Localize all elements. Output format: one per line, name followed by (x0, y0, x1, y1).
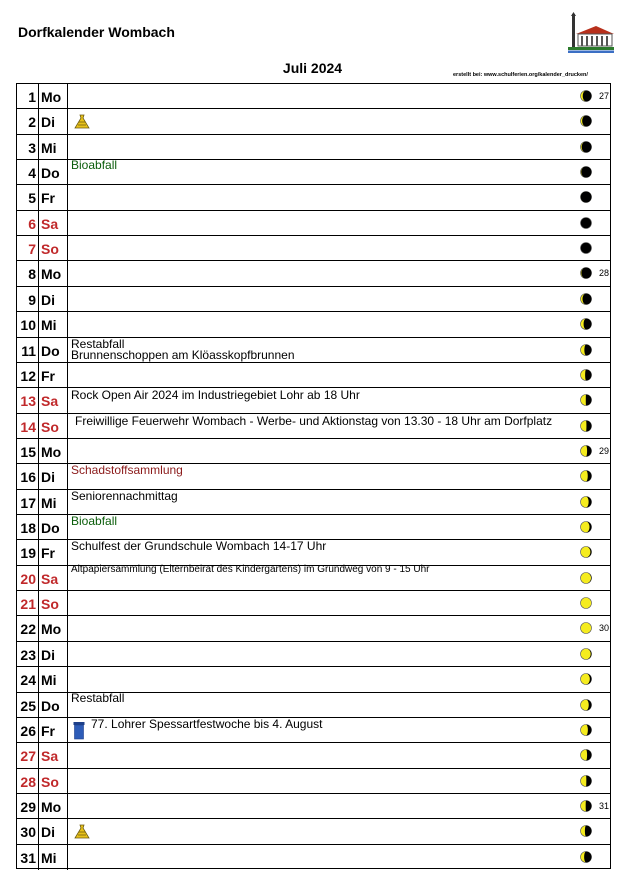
day-number: 6 (28, 215, 36, 232)
moon-phase-icon (580, 622, 592, 634)
calendar-row (17, 819, 610, 844)
date-cell (17, 236, 39, 260)
date-cell (17, 566, 39, 590)
date-cell (17, 794, 39, 818)
moon-phase-icon (580, 318, 592, 330)
yellow-bag-icon (73, 113, 91, 130)
calendar-row (17, 261, 610, 286)
day-number: 15 (20, 443, 36, 460)
day-number: 10 (20, 317, 36, 334)
date-cell (17, 109, 39, 133)
date-cell (17, 591, 39, 615)
date-cell (17, 160, 39, 184)
date-cell (17, 845, 39, 870)
date-cell (17, 819, 39, 843)
moon-phase-icon (580, 191, 592, 203)
moon-phase-icon (580, 775, 592, 787)
date-cell (17, 414, 39, 438)
moon-phase-icon (580, 267, 592, 279)
weekday-cell (39, 667, 68, 691)
moon-phase-icon (580, 800, 592, 812)
date-cell (17, 616, 39, 640)
weekday-cell (39, 414, 68, 438)
calendar-row (17, 312, 610, 337)
moon-phase-icon (580, 217, 592, 229)
weekday-label: Do (41, 342, 60, 359)
day-number: 13 (20, 393, 36, 410)
weekday-label: So (41, 418, 59, 435)
moon-phase-icon (580, 597, 592, 609)
calendar-event: Bioabfall (71, 514, 118, 529)
day-number: 31 (20, 849, 36, 866)
moon-phase-icon (580, 115, 592, 127)
calendar-row (17, 388, 610, 413)
calendar-row (17, 515, 610, 540)
weekday-label: Mo (41, 621, 62, 638)
moon-phase-icon (580, 546, 592, 558)
calendar-row (17, 642, 610, 667)
moon-phase-icon (580, 572, 592, 584)
weekday-label: Do (41, 165, 60, 182)
weekday-cell (39, 236, 68, 260)
weekday-label: Mi (41, 672, 57, 689)
calendar-row (17, 287, 610, 312)
day-number: 22 (20, 621, 36, 638)
weekday-cell (39, 819, 68, 843)
page-title: Dorfkalender Wombach (18, 24, 175, 40)
weekday-cell (39, 338, 68, 362)
moon-phase-icon (580, 293, 592, 305)
moon-phase-icon (580, 470, 592, 482)
day-number: 21 (20, 596, 36, 613)
weekday-cell (39, 160, 68, 184)
date-cell (17, 718, 39, 742)
moon-phase-icon (580, 851, 592, 863)
day-number: 12 (20, 367, 36, 384)
weekday-label: Sa (41, 570, 59, 587)
moon-phase-icon (580, 344, 592, 356)
moon-phase-icon (580, 242, 592, 254)
calendar-row (17, 490, 610, 515)
weekday-label: Mi (41, 139, 57, 156)
date-cell (17, 464, 39, 488)
day-number: 23 (20, 646, 36, 663)
weekday-label: Mo (41, 89, 62, 105)
day-number: 4 (28, 165, 36, 182)
moon-phase-icon (580, 724, 592, 736)
date-cell (17, 287, 39, 311)
day-number: 9 (28, 291, 36, 308)
weekday-cell (39, 515, 68, 539)
calendar-row (17, 109, 610, 134)
day-number: 3 (28, 139, 36, 156)
moon-phase-icon (580, 90, 592, 102)
weekday-cell (39, 388, 68, 412)
calendar-row (17, 690, 610, 718)
calendar-row (17, 616, 610, 641)
moon-phase-icon (580, 420, 592, 432)
calendar-row (17, 160, 610, 185)
week-number: 30 (599, 623, 610, 634)
calendar-event: Schulfest der Grundschule Wombach 14-17 Uhr (71, 539, 327, 554)
weekday-cell (39, 591, 68, 615)
calendar-row (17, 363, 610, 388)
day-number: 20 (20, 570, 36, 587)
weekday-cell (39, 490, 68, 514)
calendar-row (17, 563, 610, 591)
date-cell (17, 261, 39, 285)
moon-phase-icon (580, 369, 592, 381)
weekday-cell (39, 845, 68, 870)
calendar-event: Freiwillige Feuerwehr Wombach - Werbe- und Aktionstag von 13.30 - 18 Uhr am Dorfplatz (75, 413, 553, 428)
weekday-label: Do (41, 697, 60, 714)
weekday-cell (39, 540, 68, 564)
day-number: 7 (28, 241, 36, 258)
weekday-label: Fr (41, 367, 55, 384)
weekday-cell (39, 211, 68, 235)
calendar-event: 77. Lohrer Spessartfestwoche bis 4. August (91, 716, 323, 731)
weekday-label: Mo (41, 798, 62, 815)
calendar-row (17, 338, 610, 363)
weekday-label: Di (41, 114, 55, 131)
weekday-label: Do (41, 520, 60, 537)
calendar-event: Rock Open Air 2024 im Industriegebiet Lohr ab 18 Uhr (71, 388, 360, 403)
calendar-row (17, 794, 610, 819)
calendar-event: Restabfall (71, 336, 125, 351)
day-number: 28 (20, 773, 36, 790)
day-number: 29 (20, 798, 36, 815)
calendar-row (17, 84, 610, 109)
moon-phase-icon (580, 825, 592, 837)
day-number: 24 (20, 672, 36, 689)
weekday-cell (39, 312, 68, 336)
weekday-label: Mi (41, 317, 57, 334)
weekday-label: So (41, 596, 59, 613)
day-number: 14 (20, 418, 36, 435)
weekday-label: So (41, 241, 59, 258)
calendar-row (17, 414, 610, 439)
date-cell (17, 743, 39, 767)
day-number: 26 (20, 722, 36, 739)
weekday-cell (39, 439, 68, 463)
moon-phase-icon (580, 648, 592, 660)
day-number: 16 (20, 469, 36, 486)
yellow-bag-icon (73, 823, 91, 840)
date-cell (17, 439, 39, 463)
date-cell (17, 667, 39, 691)
date-cell (17, 388, 39, 412)
day-number: 1 (28, 89, 36, 105)
day-number: 8 (28, 266, 36, 283)
weekday-label: Mo (41, 266, 62, 283)
day-number: 5 (28, 190, 36, 207)
weekday-cell (39, 616, 68, 640)
week-number: 29 (599, 445, 610, 456)
weekday-label: Mi (41, 849, 57, 866)
weekday-cell (39, 693, 68, 717)
date-cell (17, 769, 39, 793)
date-cell (17, 515, 39, 539)
date-cell (17, 84, 39, 108)
weekday-label: Mi (41, 494, 57, 511)
weekday-label: Fr (41, 722, 55, 739)
weekday-cell (39, 261, 68, 285)
day-number: 17 (20, 494, 36, 511)
date-cell (17, 693, 39, 717)
calendar-row (17, 718, 610, 743)
moon-phase-icon (580, 445, 592, 457)
weekday-cell (39, 794, 68, 818)
weekday-cell (39, 642, 68, 666)
day-number: 11 (21, 342, 36, 359)
weekday-label: Di (41, 291, 55, 308)
moon-phase-icon (580, 166, 592, 178)
date-cell (17, 211, 39, 235)
weekday-label: So (41, 773, 59, 790)
calendar-row (17, 236, 610, 261)
weekday-label: Di (41, 469, 55, 486)
weekday-cell (39, 769, 68, 793)
moon-phase-icon (580, 521, 592, 533)
date-cell (17, 135, 39, 159)
calendar-row (17, 211, 610, 236)
calendar-row (17, 591, 610, 616)
moon-phase-icon (580, 394, 592, 406)
weekday-cell (39, 363, 68, 387)
moon-phase-icon (580, 141, 592, 153)
moon-phase-icon (580, 749, 592, 761)
day-number: 25 (20, 697, 36, 714)
calendar-row (17, 743, 610, 768)
weekday-label: Sa (41, 215, 59, 232)
date-cell (17, 312, 39, 336)
month-title: Juli 2024 (282, 60, 343, 76)
weekday-cell (39, 743, 68, 767)
calendar-row (17, 135, 610, 160)
calendar-table (16, 83, 611, 869)
weekday-cell (39, 135, 68, 159)
weekday-label: Sa (41, 393, 59, 410)
weekday-label: Di (41, 824, 55, 841)
weekday-cell (39, 185, 68, 209)
day-number: 2 (28, 114, 36, 131)
day-number: 30 (20, 824, 36, 841)
date-cell (17, 185, 39, 209)
weekday-cell (39, 566, 68, 590)
date-cell (17, 642, 39, 666)
day-number: 18 (20, 520, 36, 537)
week-number: 31 (599, 800, 610, 811)
week-number: 27 (599, 91, 610, 101)
calendar-event: Seniorennachmittag (71, 488, 178, 503)
calendar-row (17, 439, 610, 464)
weekday-cell (39, 84, 68, 108)
calendar-event: Brunnenschoppen am Klöasskopfbrunnen (71, 347, 295, 362)
weekday-label: Di (41, 646, 55, 663)
moon-phase-icon (580, 496, 592, 508)
day-number: 19 (20, 545, 36, 562)
calendar-row (17, 464, 610, 489)
calendar-row (17, 845, 610, 870)
weekday-label: Fr (41, 190, 55, 207)
calendar-row (17, 667, 610, 692)
calendar-event: Schadstoffsammlung (71, 463, 183, 478)
credit-note: erstellt bei: www.schulferien.org/kalender_drucken/ (453, 72, 588, 78)
day-number: 27 (20, 748, 36, 765)
calendar-row (17, 185, 610, 210)
date-cell (17, 540, 39, 564)
calendar-event: Altpapiersammlung (Elternbeirat des Kindergartens) im Grundweg von 9 - 15 Uhr (71, 563, 430, 575)
calendar-event: Bioabfall (71, 158, 118, 173)
calendar-row (17, 540, 610, 565)
calendar-row (17, 769, 610, 794)
week-number: 28 (599, 268, 610, 279)
village-logo-icon (568, 12, 614, 54)
weekday-label: Sa (41, 748, 59, 765)
weekday-cell (39, 109, 68, 133)
date-cell (17, 338, 39, 362)
date-cell (17, 490, 39, 514)
date-cell (17, 363, 39, 387)
moon-phase-icon (580, 673, 592, 685)
weekday-label: Mo (41, 443, 62, 460)
moon-phase-icon (580, 699, 592, 711)
weekday-cell (39, 464, 68, 488)
calendar-event: Restabfall (71, 690, 125, 705)
blue-bin-icon (73, 721, 85, 740)
weekday-cell (39, 287, 68, 311)
weekday-cell (39, 718, 68, 742)
weekday-label: Fr (41, 545, 55, 562)
